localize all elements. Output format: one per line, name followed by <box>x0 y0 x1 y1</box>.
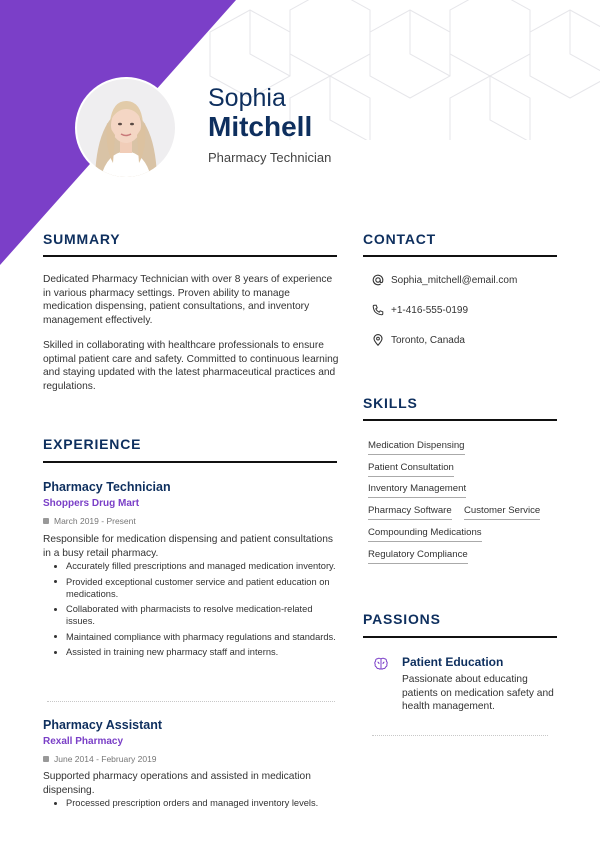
job-dates <box>43 516 136 526</box>
skill-tag: Compounding Medications <box>368 527 482 542</box>
skill-tag: Inventory Management <box>368 483 466 498</box>
experience-heading: EXPERIENCE <box>43 436 142 452</box>
skill-tag: Patient Consultation <box>368 462 454 477</box>
job-dates-text: March 2019 - Present <box>54 516 136 526</box>
job-title: Pharmacy Technician <box>43 480 171 494</box>
last-name: Mitchell <box>208 111 313 142</box>
list-item: Processed prescription orders and managed inventory levels. <box>53 797 338 809</box>
experience-divider <box>43 461 337 463</box>
job-separator <box>47 701 335 702</box>
contact-email[interactable] <box>372 274 517 286</box>
company-name: Shoppers Drug Mart <box>43 498 140 509</box>
job-title: Pharmacy Assistant <box>43 718 163 732</box>
passion-separator <box>372 735 548 736</box>
calendar-icon <box>43 518 49 524</box>
contact-heading: CONTACT <box>363 231 436 247</box>
list-item: Collaborated with pharmacists to resolve medication-related issues. <box>53 603 338 627</box>
job-description: Supported pharmacy operations and assisted in medication dispensing. <box>43 771 311 796</box>
job-dates <box>43 754 157 764</box>
job-bullets <box>53 797 338 813</box>
contact-phone[interactable] <box>372 304 468 316</box>
job-role: Pharmacy Technician <box>208 150 332 165</box>
phone-text: +1-416-555-0199 <box>391 304 469 316</box>
summary-paragraph-2: Skilled in collaborating with healthcare professionals to ensure optimal patient care and safety. Committed to continuous learning and staying updated with the latest pharmaceutical practices and regulations. <box>43 340 339 392</box>
contact-location <box>372 334 465 346</box>
list-item: Assisted in training new pharmacy staff and interns. <box>53 646 338 658</box>
list-item: Maintained compliance with pharmacy regulations and standards. <box>53 631 338 643</box>
company-name: Rexall Pharmacy <box>43 736 124 747</box>
summary-divider <box>43 255 337 257</box>
summary-paragraph-1: Dedicated Pharmacy Technician with over 8 years of experience in various pharmacy settings. Proven ability to manage medication dispensing, patient consultations, and inventory management effectively. <box>43 274 333 326</box>
passions-divider <box>363 636 557 638</box>
brain-icon <box>373 656 389 672</box>
profile-photo <box>77 79 175 177</box>
passions-heading: PASSIONS <box>363 611 441 627</box>
summary-heading: SUMMARY <box>43 231 121 247</box>
phone-icon <box>372 304 384 316</box>
skill-tag: Regulatory Compliance <box>368 549 468 564</box>
job-description: Responsible for medication dispensing and patient consultations in a busy retail pharmacy. <box>43 534 333 559</box>
list-item: Accurately filled prescriptions and managed medication inventory. <box>53 560 338 572</box>
job-bullets <box>53 560 338 662</box>
at-sign-icon <box>372 274 384 286</box>
calendar-icon <box>43 756 49 762</box>
avatar-illustration <box>77 79 175 177</box>
skills-heading: SKILLS <box>363 395 418 411</box>
list-item: Provided exceptional customer service and patient education on medications. <box>53 576 338 600</box>
first-name: Sophia <box>208 84 286 112</box>
email-text: Sophia_mitchell@email.com <box>391 274 518 286</box>
job-dates-text: June 2014 - February 2019 <box>54 754 157 764</box>
skill-tag: Customer Service <box>464 505 540 520</box>
skills-divider <box>363 419 557 421</box>
skill-tag: Medication Dispensing <box>368 440 465 455</box>
passion-title: Patient Education <box>402 655 504 669</box>
location-text: Toronto, Canada <box>391 334 465 346</box>
contact-divider <box>363 255 557 257</box>
passion-description: Passionate about educating patients on medication safety and health management. <box>402 674 554 712</box>
skill-tag: Pharmacy Software <box>368 505 452 520</box>
location-pin-icon <box>372 334 384 346</box>
